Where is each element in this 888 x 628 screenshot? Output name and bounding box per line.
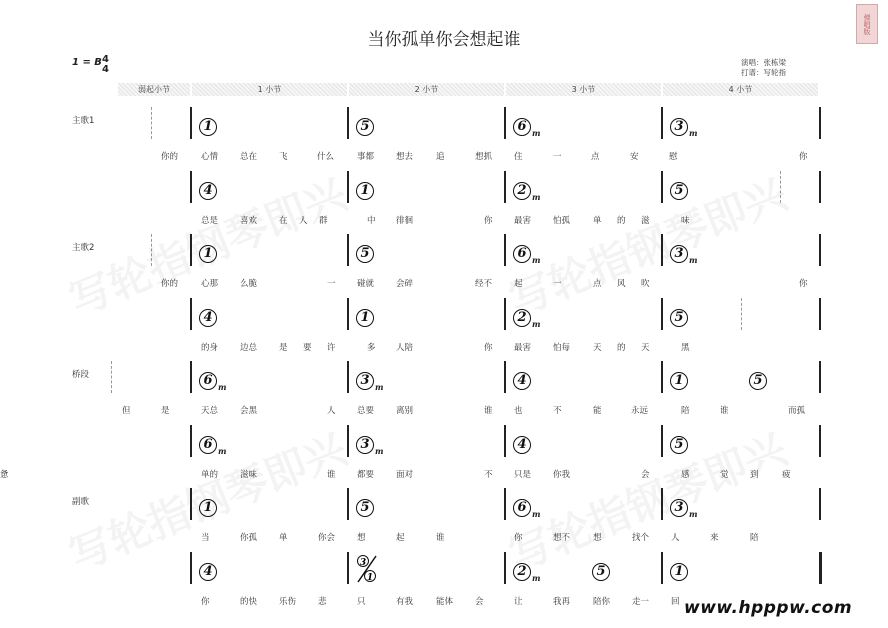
chord-degree: 1: [670, 372, 688, 390]
lyric-syllable: 想: [593, 533, 602, 543]
split-chord-graphic: [356, 554, 378, 584]
barline: [190, 552, 192, 584]
minor-suffix: m: [532, 255, 541, 265]
chord-degree: 3: [356, 436, 374, 454]
lyric-syllable: 能: [593, 406, 602, 416]
split-chord-bottom: 1: [366, 573, 374, 583]
header-measure-4: 4 小节: [663, 83, 820, 96]
lyric-syllable: 你: [799, 279, 808, 289]
lyric-syllable: 能体: [436, 597, 454, 607]
pickup-dashed-line: [741, 298, 742, 330]
chord-degree: 2: [513, 182, 531, 200]
lyric-syllable: 住: [514, 152, 523, 162]
chord-symbol: [356, 369, 383, 392]
chord-degree: 6: [199, 372, 217, 390]
lyric-syllable: 到: [750, 470, 759, 480]
site-url: www.hpppw.com: [684, 598, 853, 618]
chord-symbol: [513, 179, 540, 202]
lyric-syllable: 你会: [318, 533, 336, 543]
lyric-syllable: 都要: [357, 470, 375, 480]
lyric-syllable: 经不: [475, 279, 493, 289]
barline: [347, 425, 349, 457]
lyric-syllable: 来: [710, 533, 719, 543]
lyric-syllable: 也: [514, 406, 523, 416]
lyric-syllable: 感: [681, 470, 690, 480]
minor-suffix: m: [532, 319, 541, 329]
chord-degree: 1: [356, 309, 374, 327]
lyric-syllable: 飞: [279, 152, 288, 162]
chord-degree: 5: [670, 309, 688, 327]
chord-degree: 2: [513, 309, 531, 327]
chord-symbol: [513, 433, 531, 454]
header-measure-1: 1 小节: [192, 83, 349, 96]
lyric-syllable: 人: [327, 406, 336, 416]
split-chord-top: 3: [359, 558, 367, 568]
chord-degree: 5: [592, 563, 610, 581]
lyric-syllable: 安: [630, 152, 639, 162]
lyric-syllable: 吹: [641, 279, 650, 289]
barline: [661, 298, 663, 330]
lyric-syllable: 心情: [201, 152, 219, 162]
barline: [661, 552, 663, 584]
lyric-syllable: 怕每: [553, 343, 571, 353]
chord-degree: 1: [670, 563, 688, 581]
lyric-syllable: 一: [553, 152, 562, 162]
chord-symbol: [199, 369, 226, 392]
watermark: [499, 417, 794, 583]
chord-symbol: [199, 433, 226, 456]
watermark: [499, 162, 794, 328]
page-title: 当你孤单你会想起谁: [367, 30, 521, 50]
chord-symbol: [670, 560, 688, 581]
header-measure-3: 3 小节: [506, 83, 663, 96]
chord-degree: 1: [199, 245, 217, 263]
lyric-syllable: 最害: [514, 216, 532, 226]
barline: [819, 488, 821, 520]
barline: [347, 361, 349, 393]
lyric-syllable: 不: [484, 470, 493, 480]
barline: [190, 425, 192, 457]
lyric-syllable: 永远: [631, 406, 649, 416]
barline: [504, 298, 506, 330]
lyric-syllable: 边总: [240, 343, 258, 353]
lyric-syllable: 人: [671, 533, 680, 543]
split-chord: [356, 554, 378, 584]
edition-badge: 弹唱版: [856, 4, 878, 44]
lyric-syllable: 总在: [240, 152, 258, 162]
lyric-syllable: 多: [367, 343, 376, 353]
lyric-syllable: 的: [617, 216, 626, 226]
barline: [819, 298, 821, 330]
lyric-syllable: 要: [303, 343, 312, 353]
pickup-dashed-line: [151, 107, 152, 139]
lyric-syllable: 碰就: [357, 279, 375, 289]
lyric-syllable: 最害: [514, 343, 532, 353]
lyric-syllable: 是: [161, 406, 170, 416]
lyric-syllable: 一: [327, 279, 336, 289]
header-pickup: 弱起小节: [118, 83, 192, 96]
barline: [190, 361, 192, 393]
lyric-syllable: 人: [299, 216, 308, 226]
lyric-syllable: 的快: [240, 597, 258, 607]
lyric-syllable: 会: [475, 597, 484, 607]
lyric-syllable: 谁: [436, 533, 445, 543]
chord-degree: 6: [513, 118, 531, 136]
lyric-syllable: 想不: [553, 533, 571, 543]
lyric-syllable: 想: [357, 533, 366, 543]
lyric-syllable: 走一: [632, 597, 650, 607]
barline: [661, 171, 663, 203]
lyric-syllable: 会黑: [240, 406, 258, 416]
lyric-syllable: 风: [617, 279, 626, 289]
lyric-syllable: 悲: [318, 597, 327, 607]
chord-symbol: [356, 115, 374, 136]
barline: [190, 171, 192, 203]
barline: [504, 107, 506, 139]
lyric-syllable: 喜欢: [240, 216, 258, 226]
lyric-syllable: 味: [681, 216, 690, 226]
lyric-syllable: 不: [553, 406, 562, 416]
arranger-credit: 打谱：写轮指: [741, 68, 786, 77]
pickup-dashed-line: [111, 361, 112, 393]
lyric-syllable: 找个: [632, 533, 650, 543]
lyric-syllable: 而孤: [788, 406, 806, 416]
lyric-syllable: 群: [319, 216, 328, 226]
barline: [347, 298, 349, 330]
lyric-syllable: 什么: [317, 152, 335, 162]
lyric-syllable: 的身: [201, 343, 219, 353]
lyric-syllable: 起: [514, 279, 523, 289]
lyric-syllable: 会碎: [396, 279, 414, 289]
chord-degree: 6: [513, 499, 531, 517]
chord-symbol: [670, 306, 688, 327]
lyric-syllable: 你孤: [240, 533, 258, 543]
lyric-syllable: 天总: [201, 406, 219, 416]
lyric-syllable: 滋味: [240, 470, 258, 480]
lyric-syllable: 想抓: [475, 152, 493, 162]
section-chorus: 副歌: [72, 497, 90, 507]
chord-degree: 1: [356, 182, 374, 200]
lyric-syllable: 一: [553, 279, 562, 289]
lyric-syllable: 让: [514, 597, 523, 607]
time-sig-top: 4: [102, 54, 109, 65]
singer-credit: 演唱：张栋梁: [741, 58, 786, 67]
lyric-syllable: 人陪: [396, 343, 414, 353]
lyric-syllable: 想去: [396, 152, 414, 162]
lyric-syllable: 你我: [553, 470, 571, 480]
barline: [347, 171, 349, 203]
barline: [819, 234, 821, 266]
lyric-syllable: 天: [593, 343, 602, 353]
barline: [661, 107, 663, 139]
chord-degree: 5: [749, 372, 767, 390]
measure-header: [72, 83, 820, 96]
minor-suffix: m: [532, 509, 541, 519]
chord-degree: 4: [199, 182, 217, 200]
lyric-syllable: 陪: [750, 533, 759, 543]
lyric-syllable: 只: [357, 597, 366, 607]
lyric-syllable: 只是: [514, 470, 532, 480]
minor-suffix: m: [218, 382, 227, 392]
barline: [347, 107, 349, 139]
lyric-syllable: 回: [671, 597, 680, 607]
lyric-syllable: 你: [201, 597, 210, 607]
lyric-syllable: 点: [591, 152, 600, 162]
chord-symbol: [356, 496, 374, 517]
chord-symbol: [356, 242, 374, 263]
chord-symbol: [670, 369, 688, 390]
chord-symbol: [513, 115, 540, 138]
lyric-syllable: 许: [327, 343, 336, 353]
lyric-syllable: 面对: [396, 470, 414, 480]
lyric-syllable: 总要: [357, 406, 375, 416]
header-measure-2: 2 小节: [349, 83, 506, 96]
barline: [819, 107, 821, 139]
chord-symbol: [670, 115, 697, 138]
lyric-syllable: 在: [279, 216, 288, 226]
section-verse2: 主歌2: [72, 243, 95, 253]
lyric-syllable: 是: [279, 343, 288, 353]
chord-degree: 5: [356, 118, 374, 136]
lyric-syllable: 离别: [396, 406, 414, 416]
chord-symbol: [199, 179, 217, 200]
section-bridge: 桥段: [72, 370, 90, 380]
chord-degree: 5: [356, 245, 374, 263]
lyric-syllable: 滋: [641, 216, 650, 226]
lyric-syllable: 觉: [720, 470, 729, 480]
lyric-syllable: 乐伤: [279, 597, 297, 607]
chord-degree: 3: [356, 372, 374, 390]
chord-symbol: [199, 306, 217, 327]
barline: [347, 552, 349, 584]
barline: [504, 361, 506, 393]
chord-degree: 1: [199, 118, 217, 136]
lyric-syllable: 你: [514, 533, 523, 543]
lyric-syllable: 徘徊: [396, 216, 414, 226]
lyric-syllable: 天: [641, 343, 650, 353]
lyric-syllable: 当: [201, 533, 210, 543]
lyric-syllable: 陪: [681, 406, 690, 416]
chord-degree: 5: [670, 182, 688, 200]
barline: [661, 361, 663, 393]
lyric-syllable: 你的: [161, 279, 179, 289]
chord-symbol: [749, 369, 767, 390]
lyric-syllable: 单: [593, 216, 602, 226]
chord-degree: 5: [356, 499, 374, 517]
chord-symbol: [513, 369, 531, 390]
lyric-syllable: 但: [122, 406, 131, 416]
minor-suffix: m: [218, 446, 227, 456]
chord-symbol: [356, 433, 383, 456]
minor-suffix: m: [532, 128, 541, 138]
barline: [661, 425, 663, 457]
lyric-syllable: 谁: [484, 406, 493, 416]
lyric-syllable: 惫: [0, 470, 9, 480]
barline: [504, 552, 506, 584]
chord-symbol: [592, 560, 610, 581]
lyric-syllable: 谁: [720, 406, 729, 416]
chord-degree: 6: [513, 245, 531, 263]
lyric-syllable: 疲: [782, 470, 791, 480]
lyric-syllable: 单的: [201, 470, 219, 480]
barline: [190, 107, 192, 139]
minor-suffix: m: [375, 382, 384, 392]
credits: [741, 58, 786, 78]
barline: [819, 552, 822, 584]
lyric-syllable: 么脆: [240, 279, 258, 289]
barline: [347, 488, 349, 520]
chord-degree: 3: [670, 245, 688, 263]
section-verse1: 主歌1: [72, 116, 95, 126]
lyric-syllable: 你: [484, 343, 493, 353]
lyric-syllable: 陪你: [593, 597, 611, 607]
chord-degree: 3: [670, 118, 688, 136]
chord-symbol: [356, 179, 374, 200]
barline: [819, 425, 821, 457]
lyric-syllable: 黑: [681, 343, 690, 353]
lyric-syllable: 事都: [357, 152, 375, 162]
lyric-syllable: 我再: [553, 597, 571, 607]
barline: [347, 234, 349, 266]
lyric-syllable: 有我: [396, 597, 414, 607]
minor-suffix: m: [689, 509, 698, 519]
barline: [819, 361, 821, 393]
chord-degree: 2: [513, 563, 531, 581]
lyric-syllable: 点: [593, 279, 602, 289]
lyric-syllable: 总是: [201, 216, 219, 226]
lyric-syllable: 会: [641, 470, 650, 480]
barline: [504, 234, 506, 266]
barline: [504, 171, 506, 203]
chord-degree: 5: [670, 436, 688, 454]
barline: [190, 298, 192, 330]
time-signature: [102, 55, 109, 75]
time-sig-bottom: 4: [102, 64, 109, 75]
lyric-syllable: 谁: [327, 470, 336, 480]
chord-degree: 6: [199, 436, 217, 454]
chord-symbol: [199, 115, 217, 136]
lyric-syllable: 中: [367, 216, 376, 226]
chord-symbol: [356, 306, 374, 327]
chord-degree: 1: [199, 499, 217, 517]
chord-degree: 4: [199, 309, 217, 327]
lyric-syllable: 的: [617, 343, 626, 353]
lyric-syllable: 单: [279, 533, 288, 543]
lyric-syllable: 心那: [201, 279, 219, 289]
chord-degree: 4: [513, 372, 531, 390]
barline: [504, 488, 506, 520]
lyric-syllable: 起: [396, 533, 405, 543]
minor-suffix: m: [532, 573, 541, 583]
chord-symbol: [199, 560, 217, 581]
key-signature: 1 = B: [72, 57, 102, 68]
minor-suffix: m: [689, 128, 698, 138]
lyric-syllable: 怕孤: [553, 216, 571, 226]
chord-degree: 4: [513, 436, 531, 454]
minor-suffix: m: [689, 255, 698, 265]
lyric-syllable: 追: [436, 152, 445, 162]
minor-suffix: m: [375, 446, 384, 456]
chord-degree: 3: [670, 499, 688, 517]
lyric-syllable: 你: [799, 152, 808, 162]
chord-degree: 4: [199, 563, 217, 581]
lyric-syllable: 你: [484, 216, 493, 226]
minor-suffix: m: [532, 192, 541, 202]
lyric-syllable: 你的: [161, 152, 179, 162]
lyric-syllable: 慰: [669, 152, 678, 162]
barline: [504, 425, 506, 457]
barline: [819, 171, 821, 203]
